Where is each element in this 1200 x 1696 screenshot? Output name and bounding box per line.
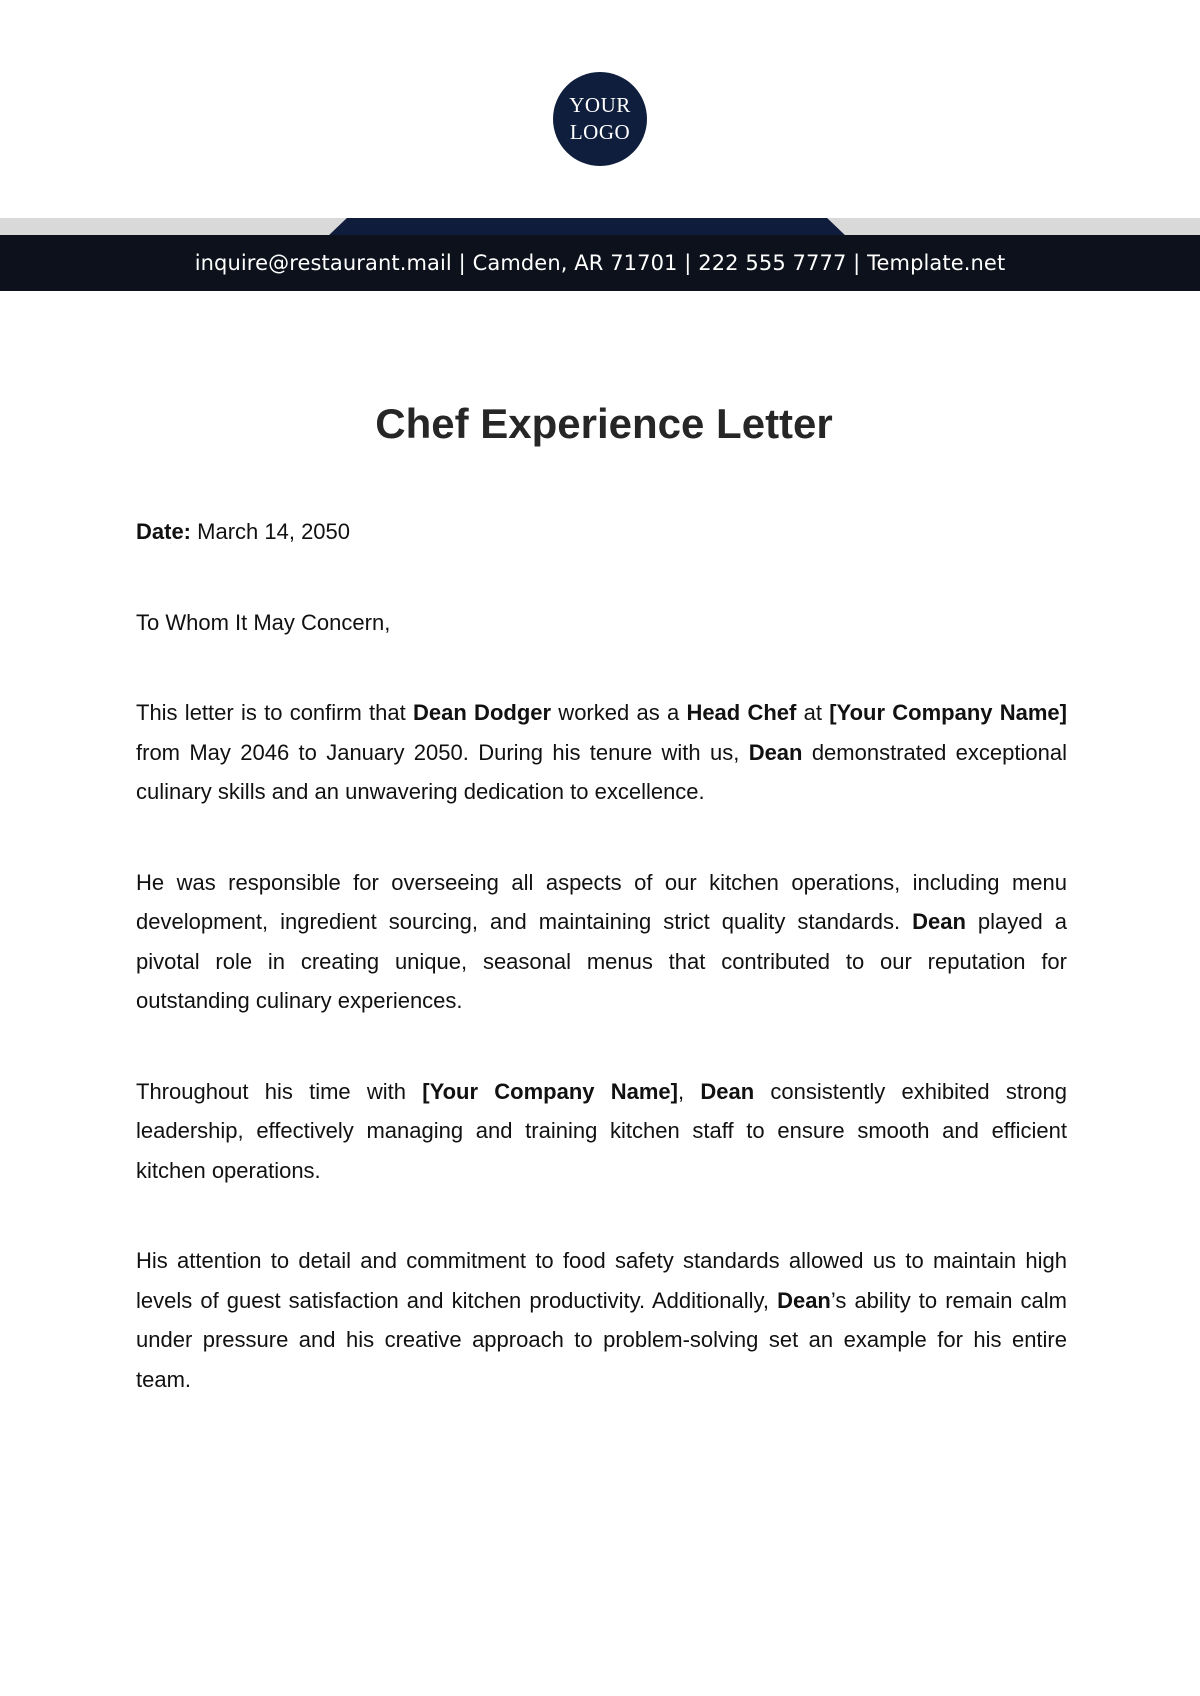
- paragraph-3: [136, 1072, 1067, 1191]
- job-title: Head Chef: [686, 700, 797, 725]
- paragraph-1: [136, 693, 1067, 812]
- letter-body: [136, 512, 1067, 1450]
- contact-info: inquire@restaurant.mail | Camden, AR 71701 | 222 555 7777 | Template.net: [194, 251, 1006, 275]
- text-run: He was responsible for overseeing all aspects of our kitchen operations, including menu development, ingredient sourcing, and maintaining strict quality standards.: [136, 869, 1067, 934]
- text-run: Throughout his time with: [136, 1078, 423, 1104]
- employee-first-name: Dean: [748, 739, 803, 765]
- text-run: at: [796, 700, 830, 725]
- company-name: [Your Company Name]: [422, 1078, 678, 1104]
- text-run: worked as a: [551, 700, 687, 725]
- logo-text-line1: YOUR: [569, 93, 631, 117]
- text-run: played a pivotal role in creating unique, seasonal menus that contributed to our reputation for outstanding culinary experiences.: [136, 909, 1068, 1013]
- date-value: March 14, 2050: [197, 519, 351, 544]
- text-run: This letter is to confirm that: [136, 700, 414, 725]
- text-run: from May 2046 to January 2050. During his tenure with us,: [136, 739, 749, 765]
- employee-first-name: Dean: [777, 1287, 831, 1313]
- text-run: demonstrated exceptional culinary skills and an unwavering dedication to excellence.: [136, 739, 1067, 804]
- header-contact-bar: [0, 235, 1200, 291]
- employee-first-name: Dean: [912, 909, 966, 934]
- text-run: His attention to detail and commitment to food safety standards allowed us to maintain high levels of guest satisfaction and kitchen productivity. Additionally,: [136, 1248, 1067, 1313]
- company-logo: [553, 72, 647, 166]
- salutation: To Whom It May Concern,: [136, 609, 391, 635]
- employee-first-name: Dean: [700, 1078, 755, 1104]
- text-run: consistently exhibited strong leadership, effectively managing and training kitchen staff to ensure smooth and efficient kitchen operations.: [136, 1078, 1067, 1183]
- page-title: Chef Experience Letter: [375, 400, 833, 447]
- text-run: ,: [678, 1078, 701, 1104]
- employee-name: Dean Dodger: [413, 700, 552, 725]
- company-name: [Your Company Name]: [829, 700, 1067, 725]
- logo-text-line2: LOGO: [569, 120, 631, 144]
- paragraph-2: [136, 863, 1067, 1021]
- paragraph-4: [136, 1241, 1067, 1399]
- date-label: Date:: [136, 519, 192, 544]
- date-line: [136, 512, 1067, 552]
- text-run: ’s ability to remain calm under pressure and his creative approach to problem-solving set an example for his entire team.: [136, 1287, 1067, 1392]
